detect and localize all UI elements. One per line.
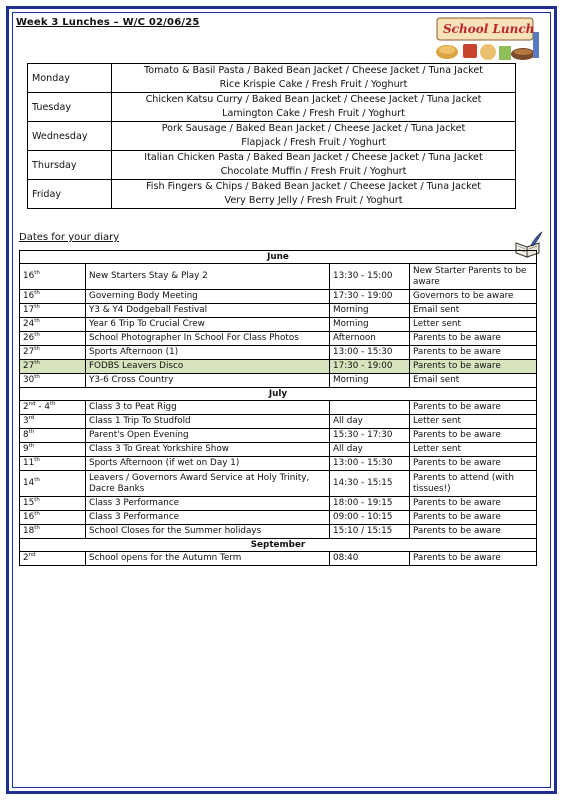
- date-suffix: th: [34, 497, 40, 503]
- date-suffix: th: [34, 360, 40, 366]
- table-row: [20, 374, 537, 388]
- lunch-row: [28, 151, 516, 180]
- date-number: 2: [23, 402, 29, 412]
- event-note: New Starter Parents to be aware: [410, 264, 537, 290]
- table-row: [20, 332, 537, 346]
- event-note: Parents to be aware: [410, 511, 537, 525]
- event-name: New Starters Stay & Play 2: [86, 264, 330, 290]
- event-note: Parents to be aware: [410, 332, 537, 346]
- event-name: School Photographer In School For Class Photos: [86, 332, 330, 346]
- date-number: 24: [23, 319, 35, 329]
- lunch-dessert: Flapjack / Fresh Fruit / Yoghurt: [241, 137, 386, 148]
- event-date: [20, 374, 86, 388]
- event-name: Leavers / Governors Award Service at Holy Trinity, Dacre Banks: [86, 471, 330, 497]
- table-row: [20, 415, 537, 429]
- event-note: Parents to be aware: [410, 360, 537, 374]
- date-number: 16: [23, 512, 35, 522]
- event-date: [20, 457, 86, 471]
- month-header-row: [20, 539, 537, 552]
- event-note: Parents to be aware: [410, 401, 537, 415]
- lunch-row: [28, 122, 516, 151]
- event-time: Afternoon: [330, 332, 410, 346]
- lunch-day: Thursday: [28, 151, 112, 180]
- event-date: [20, 290, 86, 304]
- event-date: [20, 360, 86, 374]
- table-row-highlighted: [20, 360, 537, 374]
- date-number: 26: [23, 333, 35, 343]
- event-date: [20, 415, 86, 429]
- event-time: Morning: [330, 374, 410, 388]
- table-row: [20, 552, 537, 566]
- event-name: FODBS Leavers Disco: [86, 360, 330, 374]
- page-title: Week 3 Lunches – W/C 02/06/25: [16, 17, 200, 28]
- month-header: September: [20, 539, 537, 552]
- event-time: 09:00 - 10:15: [330, 511, 410, 525]
- event-date: [20, 401, 86, 415]
- month-header-row: [20, 388, 537, 401]
- event-time: Morning: [330, 318, 410, 332]
- event-note: Governors to be aware: [410, 290, 537, 304]
- event-time: All day: [330, 415, 410, 429]
- date-number: 17: [23, 305, 35, 315]
- event-note: Letter sent: [410, 415, 537, 429]
- date-number: 15: [23, 498, 35, 508]
- date-number: 11: [23, 458, 35, 468]
- table-row: [20, 429, 537, 443]
- event-date: [20, 332, 86, 346]
- lunch-dessert: Very Berry Jelly / Fresh Fruit / Yoghurt: [224, 195, 403, 206]
- date-suffix: th: [34, 511, 40, 517]
- event-name: Sports Afternoon (if wet on Day 1): [86, 457, 330, 471]
- event-time: 15:10 / 15:15: [330, 525, 410, 539]
- date-suffix: th: [34, 457, 40, 463]
- event-date: [20, 346, 86, 360]
- lunch-day: Tuesday: [28, 93, 112, 122]
- lunch-main: Fish Fingers & Chips / Baked Bean Jacket / Cheese Jacket / Tuna Jacket: [145, 181, 482, 192]
- event-note: Parents to attend (with tissues!): [410, 471, 537, 497]
- event-name: Governing Body Meeting: [86, 290, 330, 304]
- event-time: 15:30 - 17:30: [330, 429, 410, 443]
- event-note: Email sent: [410, 374, 537, 388]
- lunch-day: Friday: [28, 180, 112, 209]
- date-number: 27: [23, 347, 35, 357]
- event-time: 14:30 - 15:15: [330, 471, 410, 497]
- event-name: Class 3 To Great Yorkshire Show: [86, 443, 330, 457]
- lunch-day: Wednesday: [28, 122, 112, 151]
- table-row: [20, 511, 537, 525]
- date-suffix: th: [34, 477, 40, 483]
- logo-text: School Lunch: [443, 22, 535, 36]
- event-note: Parents to be aware: [410, 525, 537, 539]
- event-name: Class 3 Performance: [86, 497, 330, 511]
- event-name: Y3-6 Cross Country: [86, 374, 330, 388]
- date-number: 18: [23, 526, 35, 536]
- event-date: [20, 511, 86, 525]
- date-suffix: rd: [28, 415, 35, 421]
- event-time: 17:30 - 19:00: [330, 290, 410, 304]
- date-number: 2: [23, 553, 29, 563]
- month-header: July: [20, 388, 537, 401]
- date-suffix: th: [34, 304, 40, 310]
- event-time: 18:00 - 19:15: [330, 497, 410, 511]
- lunch-main: Italian Chicken Pasta / Baked Bean Jacket / Cheese Jacket / Tuna Jacket: [144, 152, 483, 163]
- event-name: Year 6 Trip To Crucial Crew: [86, 318, 330, 332]
- date-end: - 4: [35, 402, 50, 412]
- lunch-menu-cell: [112, 64, 516, 93]
- event-note: Parents to be aware: [410, 552, 537, 566]
- date-number: 30: [23, 375, 35, 385]
- lunch-menu-cell: [112, 151, 516, 180]
- diary-table: [19, 250, 537, 566]
- date-number: 16: [23, 291, 35, 301]
- date-suffix: th: [28, 429, 35, 435]
- event-date: [20, 443, 86, 457]
- event-date: [20, 525, 86, 539]
- lunch-main: Pork Sausage / Baked Bean Jacket / Cheese Jacket / Tuna Jacket: [161, 123, 466, 134]
- event-date: [20, 429, 86, 443]
- date-number: 3: [23, 416, 29, 426]
- lunch-menu-table: [27, 63, 516, 209]
- table-row: [20, 264, 537, 290]
- event-note: Parents to be aware: [410, 457, 537, 471]
- event-name: Sports Afternoon (1): [86, 346, 330, 360]
- event-date: [20, 264, 86, 290]
- event-date: [20, 471, 86, 497]
- event-note: Parents to be aware: [410, 346, 537, 360]
- month-header: June: [20, 251, 537, 264]
- event-note: Parents to be aware: [410, 429, 537, 443]
- diary-heading: Dates for your diary: [19, 232, 120, 243]
- table-row: [20, 471, 537, 497]
- school-lunch-logo: [433, 14, 543, 64]
- event-note: Parents to be aware: [410, 497, 537, 511]
- lunch-dessert: Chocolate Muffin / Fresh Fruit / Yoghurt: [220, 166, 407, 177]
- event-time: 17:30 - 19:00: [330, 360, 410, 374]
- event-time: 08:40: [330, 552, 410, 566]
- table-row: [20, 304, 537, 318]
- date-suffix: th: [34, 318, 40, 324]
- event-time: [330, 401, 410, 415]
- lunch-main: Tomato & Basil Pasta / Baked Bean Jacket / Cheese Jacket / Tuna Jacket: [143, 65, 484, 76]
- date-suffix: th: [34, 525, 40, 531]
- event-time: Morning: [330, 304, 410, 318]
- event-name: Class 1 Trip To Studfold: [86, 415, 330, 429]
- lunch-row: [28, 180, 516, 209]
- table-row: [20, 497, 537, 511]
- event-time: 13:30 - 15:00: [330, 264, 410, 290]
- date-number: 8: [23, 430, 29, 440]
- date-suffix: th: [28, 443, 35, 449]
- date-suffix: nd: [28, 552, 36, 558]
- event-time: 13:00 - 15:30: [330, 346, 410, 360]
- date-number: 27: [23, 361, 35, 371]
- date-number: 9: [23, 444, 29, 454]
- event-date: [20, 318, 86, 332]
- event-note: Email sent: [410, 304, 537, 318]
- date-suffix: th: [34, 374, 40, 380]
- event-name: Y3 & Y4 Dodgeball Festival: [86, 304, 330, 318]
- date-suffix: th: [34, 332, 40, 338]
- table-row: [20, 346, 537, 360]
- date-end-suffix: th: [49, 401, 56, 407]
- lunch-menu-cell: [112, 122, 516, 151]
- lunch-day: Monday: [28, 64, 112, 93]
- event-date: [20, 497, 86, 511]
- lunch-dessert: Rice Krispie Cake / Fresh Fruit / Yoghurt: [219, 79, 408, 90]
- event-name: Parent's Open Evening: [86, 429, 330, 443]
- event-name: Class 3 to Peat Rigg: [86, 401, 330, 415]
- event-note: Letter sent: [410, 443, 537, 457]
- event-time: 13:00 - 15:30: [330, 457, 410, 471]
- event-name: Class 3 Performance: [86, 511, 330, 525]
- date-suffix: nd: [28, 401, 36, 407]
- date-suffix: th: [34, 270, 40, 276]
- date-suffix: th: [34, 346, 40, 352]
- lunch-row: [28, 64, 516, 93]
- event-date: [20, 552, 86, 566]
- lunch-menu-cell: [112, 180, 516, 209]
- table-row: [20, 525, 537, 539]
- month-header-row: [20, 251, 537, 264]
- table-row: [20, 318, 537, 332]
- event-name: School opens for the Autumn Term: [86, 552, 330, 566]
- date-number: 16: [23, 271, 35, 281]
- table-row: [20, 401, 537, 415]
- lunch-menu-cell: [112, 93, 516, 122]
- table-row: [20, 457, 537, 471]
- event-date: [20, 304, 86, 318]
- event-name: School Closes for the Summer holidays: [86, 525, 330, 539]
- date-suffix: th: [34, 290, 40, 296]
- lunch-main: Chicken Katsu Curry / Baked Bean Jacket / Cheese Jacket / Tuna Jacket: [145, 94, 482, 105]
- lunch-dessert: Lamington Cake / Fresh Fruit / Yoghurt: [222, 108, 405, 119]
- lunch-row: [28, 93, 516, 122]
- event-time: All day: [330, 443, 410, 457]
- event-note: Letter sent: [410, 318, 537, 332]
- date-number: 14: [23, 478, 35, 488]
- table-row: [20, 290, 537, 304]
- table-row: [20, 443, 537, 457]
